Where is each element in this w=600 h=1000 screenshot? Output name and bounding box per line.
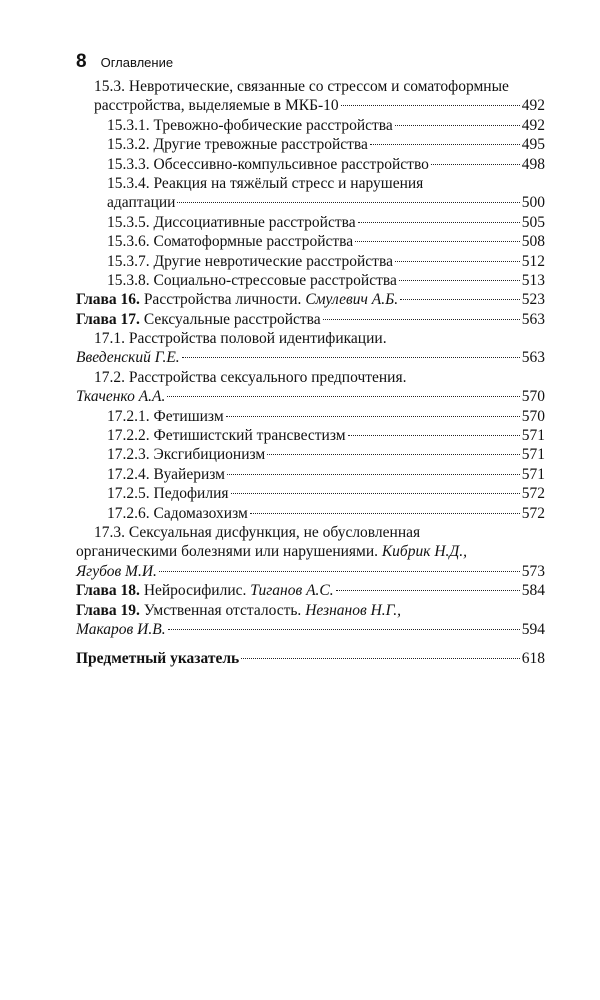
toc-page-number: 492 xyxy=(521,116,545,134)
dot-leader xyxy=(177,202,519,203)
toc-page-number: 505 xyxy=(521,213,545,231)
toc-entry-15-3-4-line1: 15.3.4. Реакция на тяжёлый стресс и нарушения xyxy=(107,174,424,192)
toc-entry-text: 17.2.4. Вуайеризм xyxy=(107,465,225,483)
chapter-author: Тиганов А.С. xyxy=(250,582,334,600)
toc-entry-15-3-8[interactable] xyxy=(76,271,545,290)
toc-entry-text xyxy=(76,310,321,329)
toc-entry-15-3[interactable] xyxy=(76,96,545,115)
toc-entry-text: 15.3.2. Другие тревожные расстройства xyxy=(107,136,368,154)
toc-page-number: 523 xyxy=(521,291,545,309)
toc-chapter-19-line1 xyxy=(76,601,545,620)
chapter-author: Незнанов Н.Г., xyxy=(305,601,402,619)
toc-entry-text: 17.2.2. Фетишистский трансвестизм xyxy=(107,427,346,445)
toc-entry-17-3-line1: 17.3. Сексуальная дисфункция, не обусловленная xyxy=(94,523,421,541)
toc-entry-17-2-4[interactable] xyxy=(76,465,545,484)
toc-entry-17-3[interactable] xyxy=(76,562,545,581)
dot-leader xyxy=(241,658,520,659)
toc-chapter-18[interactable] xyxy=(76,581,545,600)
dot-leader xyxy=(168,629,520,630)
toc-entry-text: 15.3.5. Диссоциативные расстройства xyxy=(107,213,356,231)
running-title: Оглавление xyxy=(100,55,174,70)
dot-leader xyxy=(400,299,520,300)
dot-leader xyxy=(395,261,520,262)
toc-page-number: 572 xyxy=(521,485,545,503)
dot-leader xyxy=(231,493,520,494)
toc-entry-15-3-2[interactable] xyxy=(76,135,545,154)
dot-leader xyxy=(159,571,520,572)
chapter-label: Глава 19. xyxy=(76,601,140,619)
toc-chapter-16[interactable] xyxy=(76,290,545,309)
dot-leader xyxy=(267,454,520,455)
spacer xyxy=(76,639,545,649)
dot-leader xyxy=(431,164,520,165)
running-head xyxy=(76,51,173,73)
toc-entry-17-2[interactable] xyxy=(76,387,545,406)
toc-page-number: 570 xyxy=(521,388,545,406)
toc-entry-text: 17.2.5. Педофилия xyxy=(107,485,229,503)
toc-page-number: 573 xyxy=(521,562,545,580)
chapter-title: Сексуальные расстройства xyxy=(139,310,321,328)
toc-page-number: 492 xyxy=(521,97,545,115)
toc-entry-text: Предметный указатель xyxy=(76,650,240,668)
toc-entry-15-3-6[interactable] xyxy=(76,232,545,251)
toc-entry-text: 15.3.3. Обсессивно-компульсивное расстройство xyxy=(107,155,429,173)
toc-entry-17-2-1[interactable] xyxy=(76,407,545,426)
dot-leader xyxy=(182,357,520,358)
dot-leader xyxy=(167,396,519,397)
toc-page-number: 498 xyxy=(521,155,545,173)
toc-entry-text: 15.3.1. Тревожно-фобические расстройства xyxy=(107,116,393,134)
section-author: Ткаченко А.А. xyxy=(76,388,166,406)
toc-entry-15-3-3[interactable] xyxy=(76,155,545,174)
toc-entry-15-3-4[interactable] xyxy=(76,193,545,212)
toc-page-number: 563 xyxy=(521,349,545,367)
table-of-contents xyxy=(76,77,545,669)
chapter-author: Макаров И.В. xyxy=(76,620,166,638)
chapter-label: Глава 17. xyxy=(76,310,140,328)
chapter-label: Глава 18. xyxy=(76,582,140,600)
toc-entry-15-3-line1: 15.3. Невротические, связанные со стрессом и соматоформные xyxy=(94,78,509,95)
dot-leader xyxy=(227,474,520,475)
toc-entry-17-2-6[interactable] xyxy=(76,504,545,523)
chapter-title: Расстройства личности. xyxy=(139,291,306,309)
toc-entry-text: 15.3.8. Социально-стрессовые расстройства xyxy=(107,271,397,289)
toc-chapter-17[interactable] xyxy=(76,310,545,329)
toc-page-number: 513 xyxy=(521,271,545,289)
toc-entry-17-2-2[interactable] xyxy=(76,426,545,445)
toc-page-number: 500 xyxy=(521,194,545,212)
dot-leader xyxy=(323,319,520,320)
dot-leader xyxy=(355,241,520,242)
dot-leader xyxy=(395,125,520,126)
dot-leader xyxy=(250,513,520,514)
toc-entry-text: 15.3.7. Другие невротические расстройства xyxy=(107,252,393,270)
dot-leader xyxy=(370,144,520,145)
section-author: Ягубов М.И. xyxy=(76,562,157,580)
toc-entry-text: адаптации xyxy=(107,194,176,212)
toc-entry-text: 17.2.3. Эксгибиционизм xyxy=(107,446,266,464)
toc-entry-text: 17.2.6. Садомазохизм xyxy=(107,504,248,522)
toc-page-number: 495 xyxy=(521,136,545,154)
toc-subject-index[interactable] xyxy=(76,649,545,668)
toc-entry-17-3-line2 xyxy=(76,542,545,561)
dot-leader xyxy=(358,222,520,223)
toc-entry-text: расстройства, выделяемые в МКБ-10 xyxy=(94,97,339,115)
dot-leader xyxy=(348,435,520,436)
toc-entry-text: 17.2.1. Фетишизм xyxy=(107,407,224,425)
toc-entry-text xyxy=(76,290,398,309)
toc-entry-15-3-1[interactable] xyxy=(76,116,545,135)
toc-entry-17-2-3[interactable] xyxy=(76,445,545,464)
toc-page-number: 618 xyxy=(521,650,545,668)
section-author: Введенский Г.Е. xyxy=(76,349,180,367)
dot-leader xyxy=(336,590,520,591)
toc-entry-text xyxy=(76,581,334,600)
toc-page-number: 570 xyxy=(521,407,545,425)
toc-entry-17-2-line1: 17.2. Расстройства сексуального предпочтения. xyxy=(94,368,407,386)
dot-leader xyxy=(226,416,520,417)
section-author: Кибрик Н.Д., xyxy=(381,543,468,561)
toc-page-number: 571 xyxy=(521,427,545,445)
dot-leader xyxy=(399,280,520,281)
dot-leader xyxy=(341,105,520,106)
toc-entry-17-1-line1: 17.1. Расстройства половой идентификации. xyxy=(94,330,387,348)
toc-page-number: 584 xyxy=(521,582,545,600)
toc-entry-17-1[interactable] xyxy=(76,348,545,367)
toc-page-number: 571 xyxy=(521,465,545,483)
section-title: органическими болезнями или нарушениями. xyxy=(76,543,382,561)
toc-entry-15-3-5[interactable] xyxy=(76,213,545,232)
page-number: 8 xyxy=(76,51,87,72)
chapter-title: Нейросифилис. xyxy=(139,582,251,600)
toc-page-number: 571 xyxy=(521,446,545,464)
chapter-author: Смулевич А.Б. xyxy=(305,291,399,309)
chapter-label: Глава 16. xyxy=(76,291,140,309)
toc-entry-17-2-5[interactable] xyxy=(76,484,545,503)
chapter-title: Умственная отсталость. xyxy=(139,601,306,619)
toc-page-number: 594 xyxy=(521,620,545,638)
toc-entry-text: 15.3.6. Соматоформные расстройства xyxy=(107,233,354,251)
toc-page-number: 512 xyxy=(521,252,545,270)
toc-page-number: 572 xyxy=(521,504,545,522)
toc-chapter-19[interactable] xyxy=(76,620,545,639)
toc-page-number: 508 xyxy=(521,233,545,251)
toc-entry-15-3-7[interactable] xyxy=(76,252,545,271)
toc-page-number: 563 xyxy=(521,310,545,328)
